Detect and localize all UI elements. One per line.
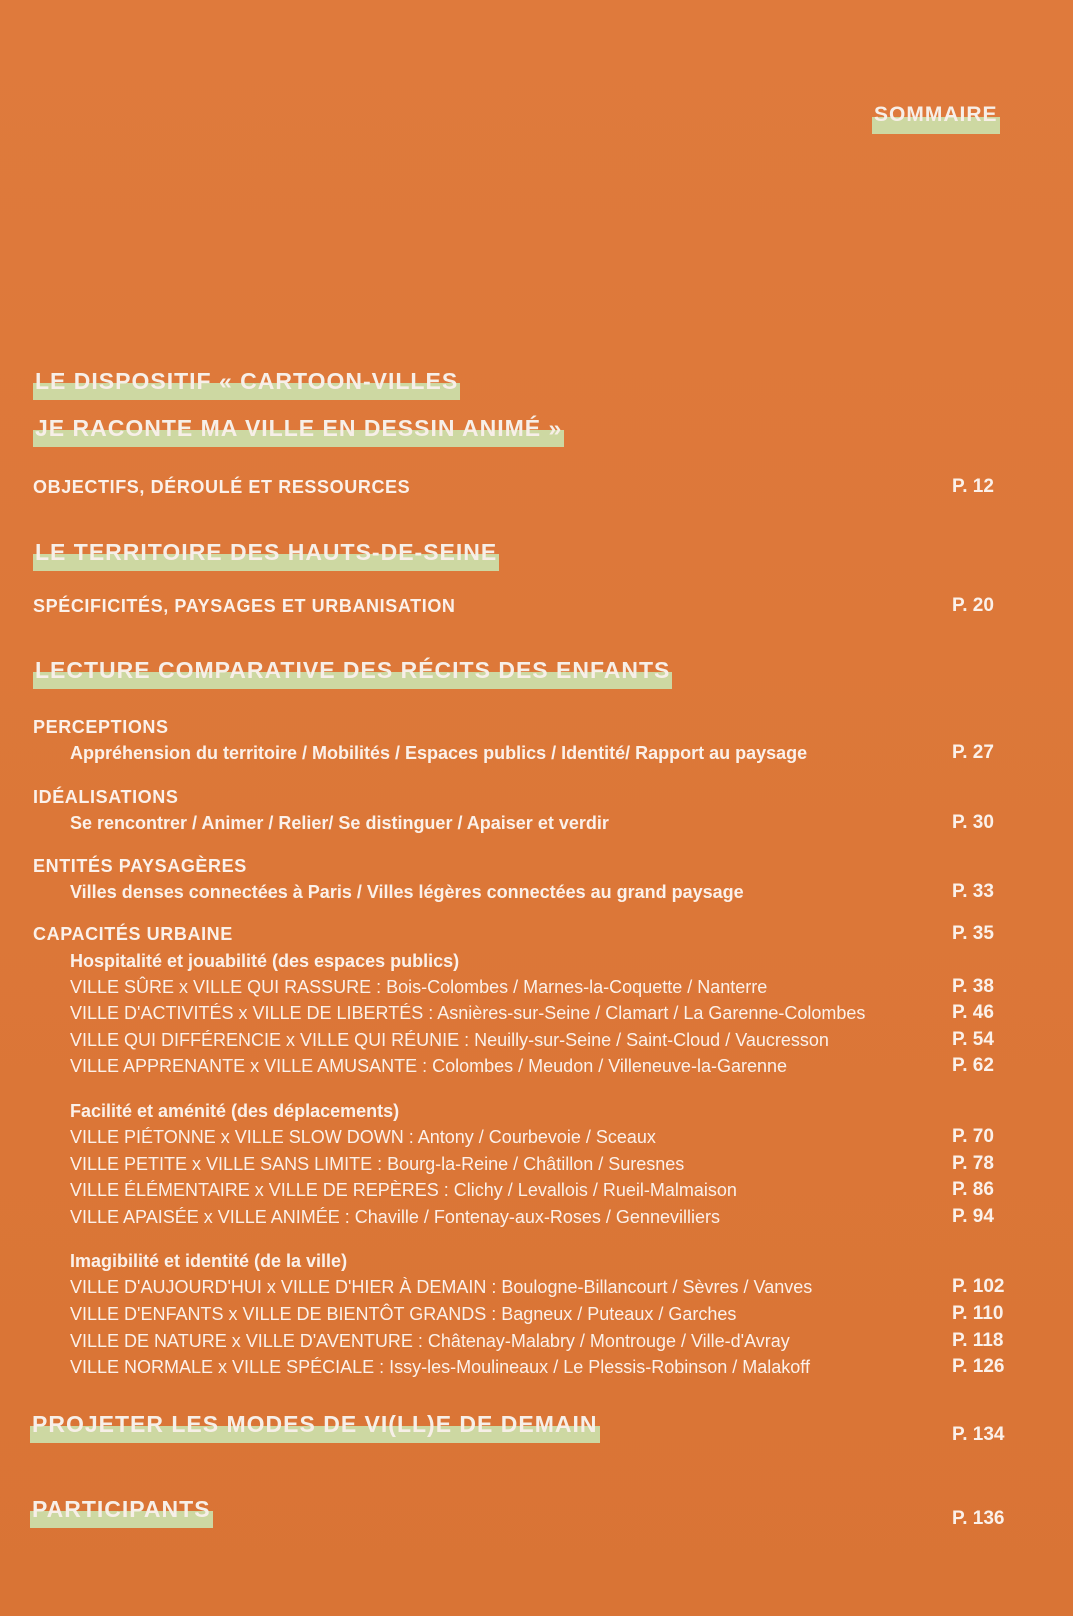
page-title: SOMMAIRE <box>872 104 1000 136</box>
page-number: P. 35 <box>952 923 994 944</box>
list-item: VILLE APPRENANTE x VILLE AMUSANTE : Colombes / Meudon / Villeneuve-la-Garenne <box>70 1056 787 1076</box>
group-title-entites: ENTITÉS PAYSAGÈRES <box>33 856 247 876</box>
list-item: VILLE PIÉTONNE x VILLE SLOW DOWN : Antony / Courbevoie / Sceaux <box>70 1127 656 1147</box>
page-number: P. 38 <box>952 976 994 997</box>
subgroup-title-imagibilite: Imagibilité et identité (de la ville) <box>70 1251 348 1271</box>
subgroup-title-facilite: Facilité et aménité (des déplacements) <box>70 1101 400 1121</box>
page-number: P. 62 <box>952 1055 994 1076</box>
page-number: P. 46 <box>952 1002 994 1023</box>
page-number: P. 134 <box>952 1424 1005 1445</box>
page-number: P. 136 <box>952 1508 1005 1529</box>
list-item: VILLE DE NATURE x VILLE D'AVENTURE : Châtenay-Malabry / Montrouge / Ville-d'Avray <box>70 1331 790 1351</box>
subgroup-title-hospitalite: Hospitalité et jouabilité (des espaces publics) <box>70 951 460 971</box>
list-item: VILLE QUI DIFFÉRENCIE x VILLE QUI RÉUNIE : Neuilly-sur-Seine / Saint-Cloud / Vaucresson <box>70 1030 829 1050</box>
page-number: P. 12 <box>952 476 994 497</box>
list-item: VILLE D'ACTIVITÉS x VILLE DE LIBERTÉS : Asnières-sur-Seine / Clamart / La Garenne-Colombes <box>70 1003 866 1023</box>
section-heading-projeter[interactable]: PROJETER LES MODES DE VI(LL)E DE DEMAIN <box>30 1413 600 1445</box>
section-subtitle: SPÉCIFICITÉS, PAYSAGES ET URBANISATION <box>33 596 456 616</box>
section-heading-dispositif-line1[interactable]: LE DISPOSITIF « CARTOON-VILLES <box>33 370 460 402</box>
list-item: VILLE D'AUJOURD'HUI x VILLE D'HIER À DEMAIN : Boulogne-Billancourt / Sèvres / Vanves <box>70 1277 813 1297</box>
section-heading-lecture[interactable]: LECTURE COMPARATIVE DES RÉCITS DES ENFANTS <box>33 659 672 691</box>
page-number: P. 70 <box>952 1126 994 1147</box>
page-number: P. 118 <box>952 1330 1004 1351</box>
list-item: VILLE APAISÉE x VILLE ANIMÉE : Chaville / Fontenay-aux-Roses / Gennevilliers <box>70 1207 720 1227</box>
page-number: P. 30 <box>952 812 994 833</box>
list-item: VILLE PETITE x VILLE SANS LIMITE : Bourg-la-Reine / Châtillon / Suresnes <box>70 1154 685 1174</box>
page-number: P. 86 <box>952 1179 994 1200</box>
page-number: P. 54 <box>952 1029 994 1050</box>
section-subtitle: OBJECTIFS, DÉROULÉ ET RESSOURCES <box>33 477 411 497</box>
group-description: Villes denses connectées à Paris / Villes légères connectées au grand paysage <box>70 882 744 902</box>
group-title-perceptions: PERCEPTIONS <box>33 717 169 737</box>
page-number: P. 94 <box>952 1206 994 1227</box>
section-heading-territoire[interactable]: LE TERRITOIRE DES HAUTS-DE-SEINE <box>33 541 499 573</box>
group-title-capacites: CAPACITÉS URBAINE <box>33 924 233 944</box>
page-number: P. 33 <box>952 881 994 902</box>
section-heading-participants[interactable]: PARTICIPANTS <box>30 1498 213 1530</box>
group-description: Appréhension du territoire / Mobilités / Espaces publics / Identité/ Rapport au paysage <box>70 743 808 763</box>
page-number: P. 126 <box>952 1356 1005 1377</box>
list-item: VILLE D'ENFANTS x VILLE DE BIENTÔT GRANDS : Bagneux / Puteaux / Garches <box>70 1304 737 1324</box>
page-number: P. 110 <box>952 1303 1004 1324</box>
section-heading-dispositif-line2[interactable]: JE RACONTE MA VILLE EN DESSIN ANIMÉ » <box>33 417 564 449</box>
group-description: Se rencontrer / Animer / Relier/ Se distinguer / Apaiser et verdir <box>70 813 609 833</box>
list-item: VILLE SÛRE x VILLE QUI RASSURE : Bois-Colombes / Marnes-la-Coquette / Nanterre <box>70 977 768 997</box>
page-number: P. 102 <box>952 1276 1005 1297</box>
page-number: P. 20 <box>952 595 994 616</box>
group-title-idealisations: IDÉALISATIONS <box>33 787 179 807</box>
page-number: P. 78 <box>952 1153 994 1174</box>
list-item: VILLE ÉLÉMENTAIRE x VILLE DE REPÈRES : Clichy / Levallois / Rueil-Malmaison <box>70 1180 737 1200</box>
list-item: VILLE NORMALE x VILLE SPÉCIALE : Issy-les-Moulineaux / Le Plessis-Robinson / Malakoff <box>70 1357 810 1377</box>
page-number: P. 27 <box>952 742 994 763</box>
